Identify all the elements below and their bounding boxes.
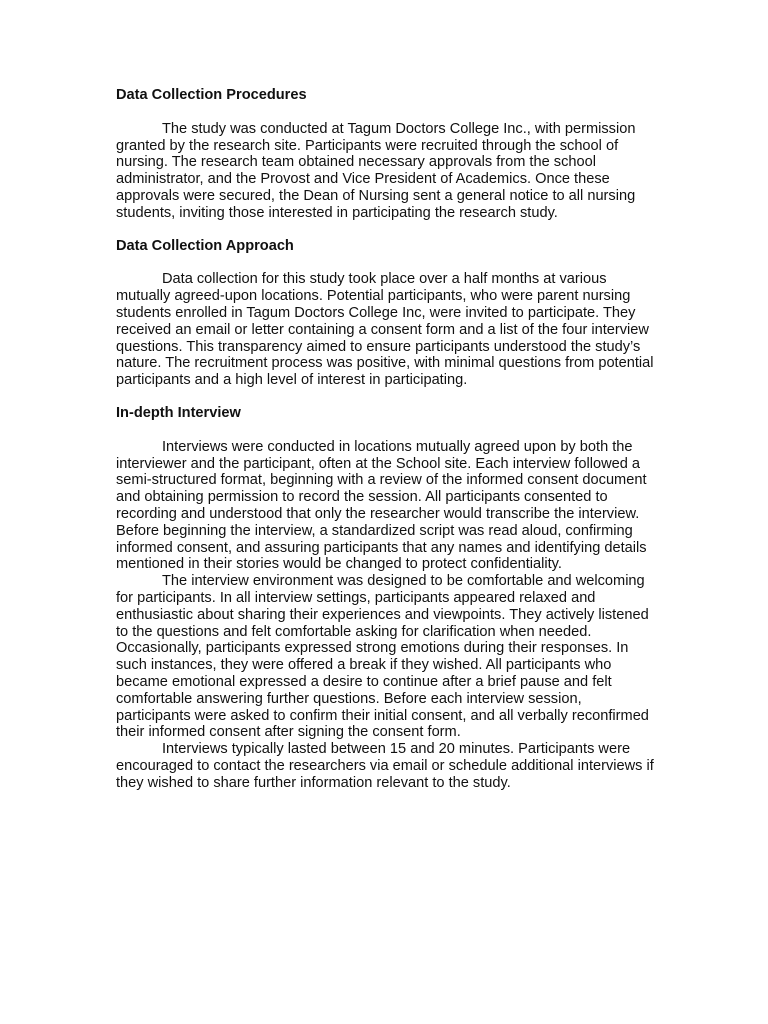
section-in-depth-interview xyxy=(116,405,656,792)
section-data-collection-approach xyxy=(116,238,656,389)
section-heading: Data Collection Approach xyxy=(116,237,294,254)
document-page xyxy=(116,87,656,791)
section-spacer xyxy=(116,389,656,405)
section-spacer xyxy=(116,222,656,238)
body-paragraph: The interview environment was designed to be comfortable and welcoming for participants. In all interview settings, participants appeared relaxed and enthusiastic about sharing their experiences and viewpoints. They actively listened to the questions and felt comfortable asking for clarification when needed. Occasionally, participants expressed strong emotions during their responses. In such instances, they were offered a break if they wished. All participants who became emotional expressed a desire to continue after a brief pause and felt comfortable answering further questions. Before each interview session, participants were asked to confirm their initial consent, and all verbally reconfirmed their informed consent after signing the consent form. xyxy=(116,573,649,741)
body-paragraph: The study was conducted at Tagum Doctors College Inc., with permission granted by the research site. Participants were recruited through the school of nursing. The research team obtained necessary approvals from the school administrator, and the Provost and Vice President of Academics. Once these approvals were secured, the Dean of Nursing sent a general notice to all nursing students, inviting those interested in participating the research study. xyxy=(116,120,636,221)
section-heading: Data Collection Procedures xyxy=(116,87,307,103)
body-paragraph: Interviews typically lasted between 15 and 20 minutes. Participants were encouraged to contact the researchers via email or schedule additional interviews if they wished to share further information relevant to the study. xyxy=(116,741,654,791)
body-paragraph: Data collection for this study took place over a half months at various mutually agreed-upon locations. Potential participants, who were parent nursing students enrolled in Tagum Doctors College Inc, were invited to participate. They received an email or letter containing a consent form and a list of the four interview questions. This transparency aimed to ensure participants understood the study’s nature. The recruitment process was positive, with minimal questions from potential participants and a high level of interest in participating. xyxy=(116,271,654,389)
section-heading: In-depth Interview xyxy=(116,404,241,421)
section-data-collection-procedures xyxy=(116,87,656,222)
body-paragraph: Interviews were conducted in locations mutually agreed upon by both the interviewer and the participant, often at the School site. Each interview followed a semi-structured format, beginning with a review of the informed consent document and obtaining permission to record the session. All participants consented to recording and understood that only the researcher would transcribe the interview. Before beginning the interview, a standardized script was read aloud, confirming informed consent, and assuring participants that any names and identifying details mentioned in their stories would be changed to protect confidentiality. xyxy=(116,438,647,573)
